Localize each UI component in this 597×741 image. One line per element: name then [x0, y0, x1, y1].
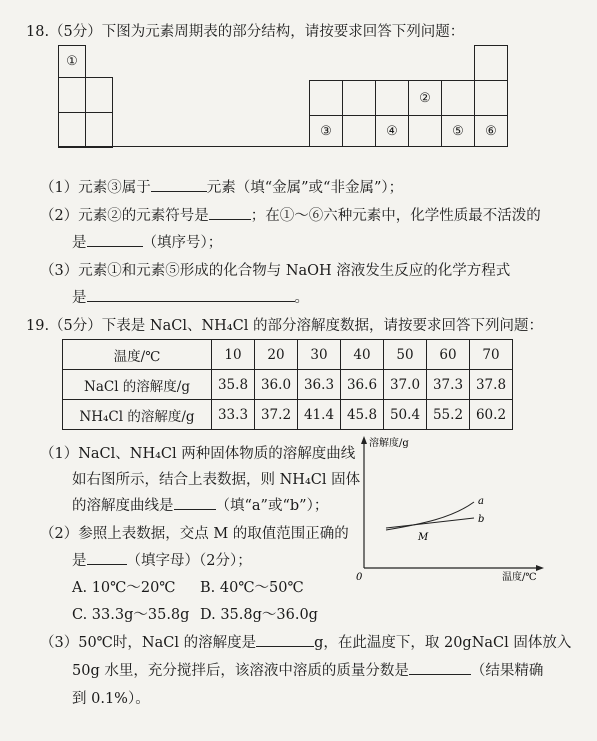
option-c: C. 33.3g～35.8g: [72, 607, 190, 623]
cell: [474, 45, 508, 81]
header-cell: 70: [470, 340, 513, 370]
graph-ylabel: 溶解度/g: [369, 438, 409, 449]
cell: [85, 77, 113, 113]
label-1: ①: [66, 54, 78, 69]
q18-p3-text: 是: [72, 290, 87, 306]
table-cell: 37.0: [384, 370, 427, 400]
table-cell: 36.6: [341, 370, 384, 400]
table-cell: 35.8: [212, 370, 255, 400]
cell: [474, 80, 508, 116]
q19-p2-line2: [72, 549, 252, 570]
q19-p1-text2: （填“a”或“b”）；: [215, 498, 329, 514]
cell-element-5: [441, 115, 475, 147]
row-label: NaCl 的溶解度/g: [63, 370, 212, 400]
header-cell: 温度/℃: [63, 340, 212, 370]
q19-p1-line2: 如右图所示，结合上表数据，则 NH₄Cl 固体: [72, 472, 361, 488]
answer-blank[interactable]: [87, 232, 143, 247]
cell-element-3: [309, 115, 343, 147]
curve-a-label: a: [478, 496, 484, 507]
q18-part3-cont: [72, 286, 309, 307]
row-label: NH₄Cl 的溶解度/g: [63, 400, 212, 430]
q19-stem: 19.（5分）下表是 NaCl、NH₄Cl 的部分溶解度数据，请按要求回答下列问题：: [26, 318, 543, 334]
q19-p2-text: 是: [72, 553, 87, 569]
answer-blank[interactable]: [151, 177, 207, 192]
label-6: ⑥: [485, 123, 497, 139]
answer-blank[interactable]: [87, 287, 295, 302]
header-cell: 30: [298, 340, 341, 370]
cell-element-1: [58, 45, 86, 78]
q19-p1-line1: （1）NaCl、NH₄Cl 两种固体物质的溶解度曲线: [40, 446, 356, 462]
q19-p3-text3: 50g 水里，充分搅拌后，该溶液中溶质的质量分数是: [72, 663, 409, 679]
curve-a: [386, 502, 474, 530]
cell: [85, 112, 113, 148]
table-cell: 37.2: [255, 400, 298, 430]
cell: [408, 115, 442, 147]
table-cell: 37.8: [470, 370, 513, 400]
table-row: [63, 400, 513, 430]
label-5: ⑤: [452, 123, 464, 139]
cell: [309, 80, 343, 116]
solubility-curve-graph: [352, 432, 552, 582]
q18-p1-text2: 元素（填“金属”或“非金属”）；: [206, 180, 404, 196]
cell-element-2: [408, 80, 442, 116]
q19-p2-line1: （2）参照上表数据，交点 M 的取值范围正确的: [40, 526, 349, 542]
q19-p3-line2: [72, 659, 543, 680]
q18-part2: [40, 204, 541, 225]
y-axis-arrow: [361, 436, 367, 444]
q18-p2-text3: 是: [72, 235, 87, 251]
cell: [58, 77, 86, 113]
table-cell: 36.0: [255, 370, 298, 400]
answer-blank[interactable]: [209, 205, 251, 220]
table-cell: 45.8: [341, 400, 384, 430]
cell: [375, 80, 409, 116]
table-cell: 55.2: [427, 400, 470, 430]
q18-part2-cont: [72, 231, 222, 252]
cell: [58, 112, 86, 148]
q18-part3: （3）元素①和元素⑤形成的化合物与 NaOH 溶液发生反应的化学方程式: [40, 263, 511, 279]
q19-p3-text2: g，在此温度下，取 20gNaCl 固体放入: [314, 635, 572, 651]
q19-p3-text: （3）50℃时，NaCl 的溶解度是: [40, 635, 257, 651]
graph-origin: 0: [356, 572, 363, 582]
q18-p2-text2: ；在①～⑥六种元素中，化学性质最不活泼的: [250, 208, 541, 224]
cell: [441, 80, 475, 116]
q18-p1-text: （1）元素③属于: [40, 180, 151, 196]
header-cell: 10: [212, 340, 255, 370]
cell-element-4: [375, 115, 409, 147]
header-cell: 50: [384, 340, 427, 370]
table-header-row: [63, 340, 513, 370]
table-row: [63, 370, 513, 400]
label-3: ③: [320, 123, 332, 139]
q19-p2-text2: （填字母）（2分）；: [126, 553, 252, 569]
option-d: D. 35.8g～36.0g: [200, 607, 318, 623]
q19-p3-line3: 到 0.1%）。: [72, 691, 150, 707]
table-cell: 36.3: [298, 370, 341, 400]
table-cell: 50.4: [384, 400, 427, 430]
cell: [342, 115, 376, 147]
table-cell: 37.3: [427, 370, 470, 400]
cell: [342, 80, 376, 116]
q18-part1: [40, 176, 403, 197]
answer-blank[interactable]: [87, 550, 127, 565]
answer-blank[interactable]: [409, 660, 471, 675]
q18-p3-text2: 。: [294, 290, 309, 306]
q18-stem: 18.（5分）下图为元素周期表的部分结构，请按要求回答下列问题：: [26, 24, 465, 40]
solubility-table: [62, 339, 513, 430]
option-b: B. 40℃～50℃: [200, 580, 304, 596]
q18-p2-text: （2）元素②的元素符号是: [40, 208, 209, 224]
table-cell: 60.2: [470, 400, 513, 430]
header-cell: 60: [427, 340, 470, 370]
q19-p3-line1: [40, 631, 571, 652]
intersection-label: M: [418, 532, 429, 543]
q19-p3-text4: （结果精确: [470, 663, 544, 679]
label-4: ④: [386, 123, 398, 139]
curve-b-label: b: [478, 514, 485, 525]
q19-p1-line3: [72, 494, 328, 515]
table-cell: 41.4: [298, 400, 341, 430]
graph-xlabel: 温度/℃: [502, 572, 537, 582]
answer-blank[interactable]: [256, 632, 314, 647]
answer-blank[interactable]: [174, 495, 216, 510]
x-axis-arrow: [536, 565, 544, 571]
label-2: ②: [419, 90, 431, 106]
option-a: A. 10℃～20℃: [72, 580, 176, 596]
cell-element-6: [474, 115, 508, 147]
curve-b: [386, 518, 474, 528]
header-cell: 40: [341, 340, 384, 370]
q18-p2-text4: （填序号）；: [142, 235, 223, 251]
q19-p1-text: 的溶解度曲线是: [72, 498, 174, 514]
table-cell: 33.3: [212, 400, 255, 430]
header-cell: 20: [255, 340, 298, 370]
